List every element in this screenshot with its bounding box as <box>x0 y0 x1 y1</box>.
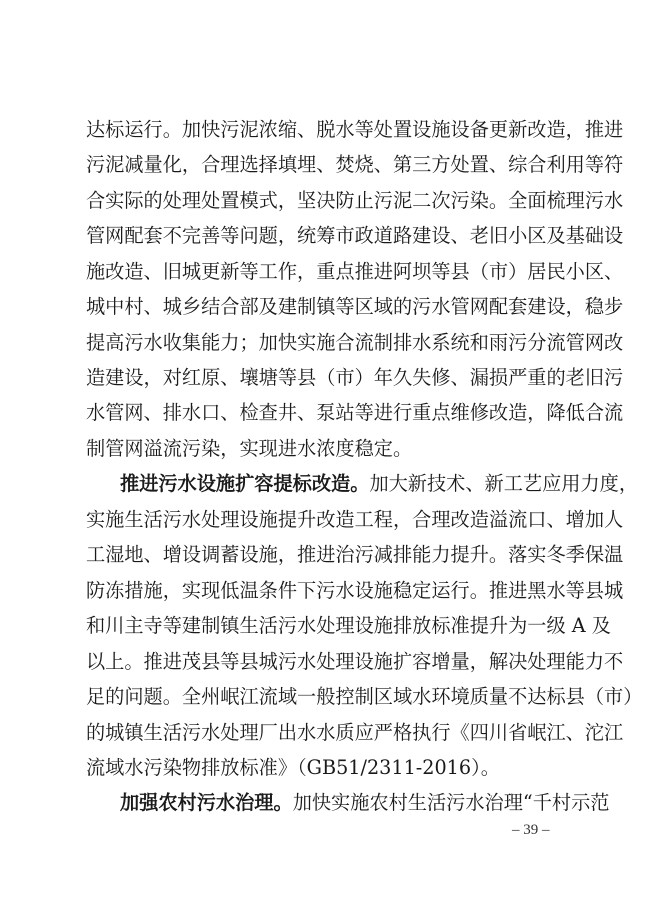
paragraph-2-line-8: 的城镇生活污水处理厂出水水质应严格执行《四川省岷江、沱江 <box>86 721 624 744</box>
paragraph-3-line-1 <box>120 791 610 815</box>
paragraph-3-heading: 加强农村污水治理。 <box>120 791 293 814</box>
paragraph-1-line-6: 城中村、城乡结合部及建制镇等区域的污水管网配套建设，稳步 <box>86 295 624 318</box>
paragraph-2-line-5: 和川主寺等建制镇生活污水处理设施排放标准提升为一级 A 及 <box>86 614 611 637</box>
page-number: – 39 – <box>512 822 550 838</box>
paragraph-1-line-4: 管网配套不完善等问题，统筹市政道路建设、老旧小区及基础设 <box>86 224 624 247</box>
paragraph-2-line-7: 足的问题。全州岷江流域一般控制区域水环境质量不达标县（市） <box>86 685 643 708</box>
paragraph-1-line-2: 污泥减量化，合理选择填埋、焚烧、第三方处置、综合利用等符 <box>86 153 624 176</box>
paragraph-1-line-3: 合实际的处理处置模式，坚决防止污泥二次污染。全面梳理污水 <box>86 189 624 212</box>
paragraph-2-line-9: 流域水污染物排放标准》（GB51/2311-2016）。 <box>86 756 500 779</box>
paragraph-2-line-6: 以上。推进茂县等县城污水处理设施扩容增量，解决处理能力不 <box>86 650 624 673</box>
paragraph-3-line-1-text: 加快实施农村生活污水治理“千村示范 <box>292 791 610 814</box>
paragraph-1-line-9: 水管网、排水口、检查井、泵站等进行重点维修改造，降低合流 <box>86 401 624 424</box>
paragraph-1-line-8: 造建设，对红原、壤塘等县（市）年久失修、漏损严重的老旧污 <box>86 366 624 389</box>
paragraph-2-line-1-text: 加大新技术、新工艺应用力度， <box>369 472 639 495</box>
paragraph-2-line-4: 防冻措施，实现低温条件下污水设施稳定运行。推进黑水等县城 <box>86 579 624 602</box>
paragraph-2-heading: 推进污水设施扩容提标改造。 <box>120 472 370 495</box>
paragraph-2-line-1 <box>120 472 639 496</box>
paragraph-1-line-5: 施改造、旧城更新等工作，重点推进阿坝等县（市）居民小区、 <box>86 260 624 283</box>
paragraph-1-line-1: 达标运行。加快污泥浓缩、脱水等处置设施设备更新改造，推进 <box>86 118 624 141</box>
paragraph-1-line-10: 制管网溢流污染，实现进水浓度稳定。 <box>86 437 413 460</box>
paragraph-2-line-2: 实施生活污水处理设施提升改造工程，合理改造溢流口、增加人 <box>86 508 624 531</box>
paragraph-2-line-3: 工湿地、增设调蓄设施，推进治污减排能力提升。落实冬季保温 <box>86 543 624 566</box>
paragraph-1-line-7: 提高污水收集能力；加快实施合流制排水系统和雨污分流管网改 <box>86 331 624 354</box>
